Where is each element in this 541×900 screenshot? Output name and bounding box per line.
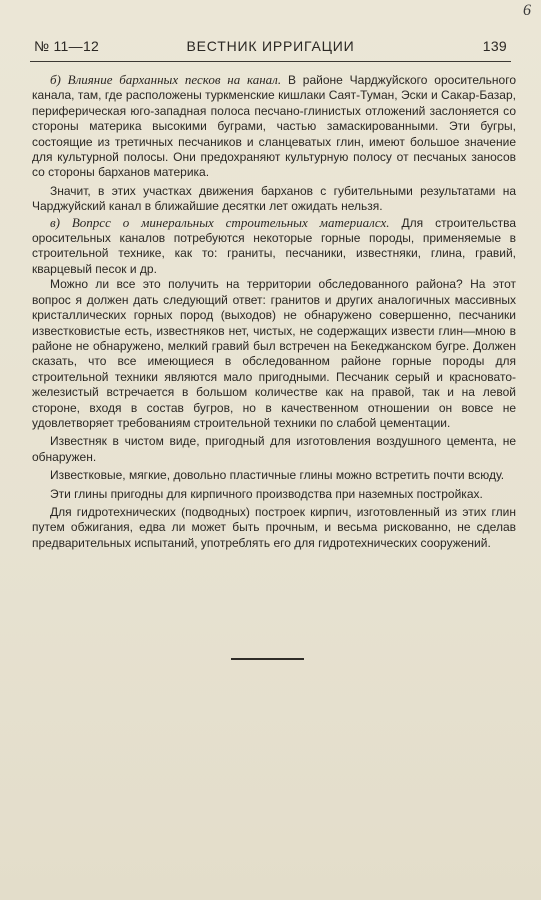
handwritten-page-mark: 6 <box>523 2 531 19</box>
section-heading-b: б) Влияние барханных песков на канал. <box>50 72 282 87</box>
paragraph-text: Значит, в этих участках движения барханов с губительными результатами на Чарджуйский канал в ближайшие десятки лет ожидать нельзя. <box>32 183 516 214</box>
issue-number: № 11—12 <box>34 38 100 54</box>
paragraph-text: Известняк в чистом виде, пригодный для изготовления воздушного цемента, не обнаружен. <box>32 434 516 464</box>
paragraph-limestone <box>32 434 516 465</box>
paragraph-building-materials <box>32 215 516 278</box>
page-number: 139 <box>482 38 507 54</box>
running-header <box>30 38 511 60</box>
paragraph-clays <box>32 468 516 483</box>
section-heading-v: в) Вопрсс о минеральных строительных материалсх. <box>50 214 390 230</box>
paragraph-text: Можно ли все это получить на территории обследованного района? На этот вопрос я должен дать следующий ответ: гранитов и других аналогичных массивных кристаллических горных пород (выходов) не обнаружено совершенно, песчаники известковистые есть, известняков нет, чистых, не содержащих извести глин—мною в районе не обнаружено, мелкий гравий был встречен на Бекеджанском бугре. Должен сказать, что все имеющиеся в обследованном районе горные породы для строительной техники являются мало пригодными. Песчаник серый и красновато-железистый встречается в большом количестве как на правой, так и на левой стороне, входя в состав бугров, но в качественном отношении он вовсе не удовлетворяет требованиям строительной техники по слабой цементации. <box>32 277 516 430</box>
paragraph-text: Эти глины пригодны для кирпичного производства при наземных постройках. <box>50 486 483 501</box>
paragraph-brick-production <box>32 487 516 502</box>
paragraph-hydrotechnical <box>32 505 516 551</box>
article-end-rule <box>231 658 304 660</box>
paragraph-sand-influence <box>32 72 516 181</box>
journal-title: ВЕСТНИК ИРРИГАЦИИ <box>186 38 355 54</box>
paragraph-text: Известковые, мягкие, довольно пластичные глины можно встретить почти всюду. <box>50 468 505 483</box>
paragraph-text: Для строительства оросительных каналов потребуются некоторые горные породы, применяемые в строительной технике, как то: граниты, песчаники, известняки, глина, гравий, кварцевый песок и др. <box>32 215 516 276</box>
paragraph-text: В районе Чарджуйского оросительного канала, там, где расположены туркменские кишлаки Саят-Туман, Эски и Сакар-Базар, периферическая юго-западная полоса песчано-глинистых отложений заслоняется со стороны материка высокими буграми, частью замаскированными. Эти бугры, состоящие из третичных песчаников и сланцеватых глин, имеют большое значение для культурной полосы. Они предохраняют культурную полосу от песчаных заносов со стороны барханов материка. <box>32 73 517 180</box>
paragraph-survey-answer <box>32 277 516 431</box>
paragraph-text: Для гидротехнических (подводных) построек кирпич, изготовленный из этих глин путем обжигания, едва ли может быть прочным, и весьма рискованно, не сделав предварительных испытаний, употреблять его для гидротехнических сооружений. <box>32 504 516 550</box>
paragraph-conclusion <box>32 184 516 215</box>
header-divider <box>30 61 511 62</box>
article-body <box>32 72 516 551</box>
